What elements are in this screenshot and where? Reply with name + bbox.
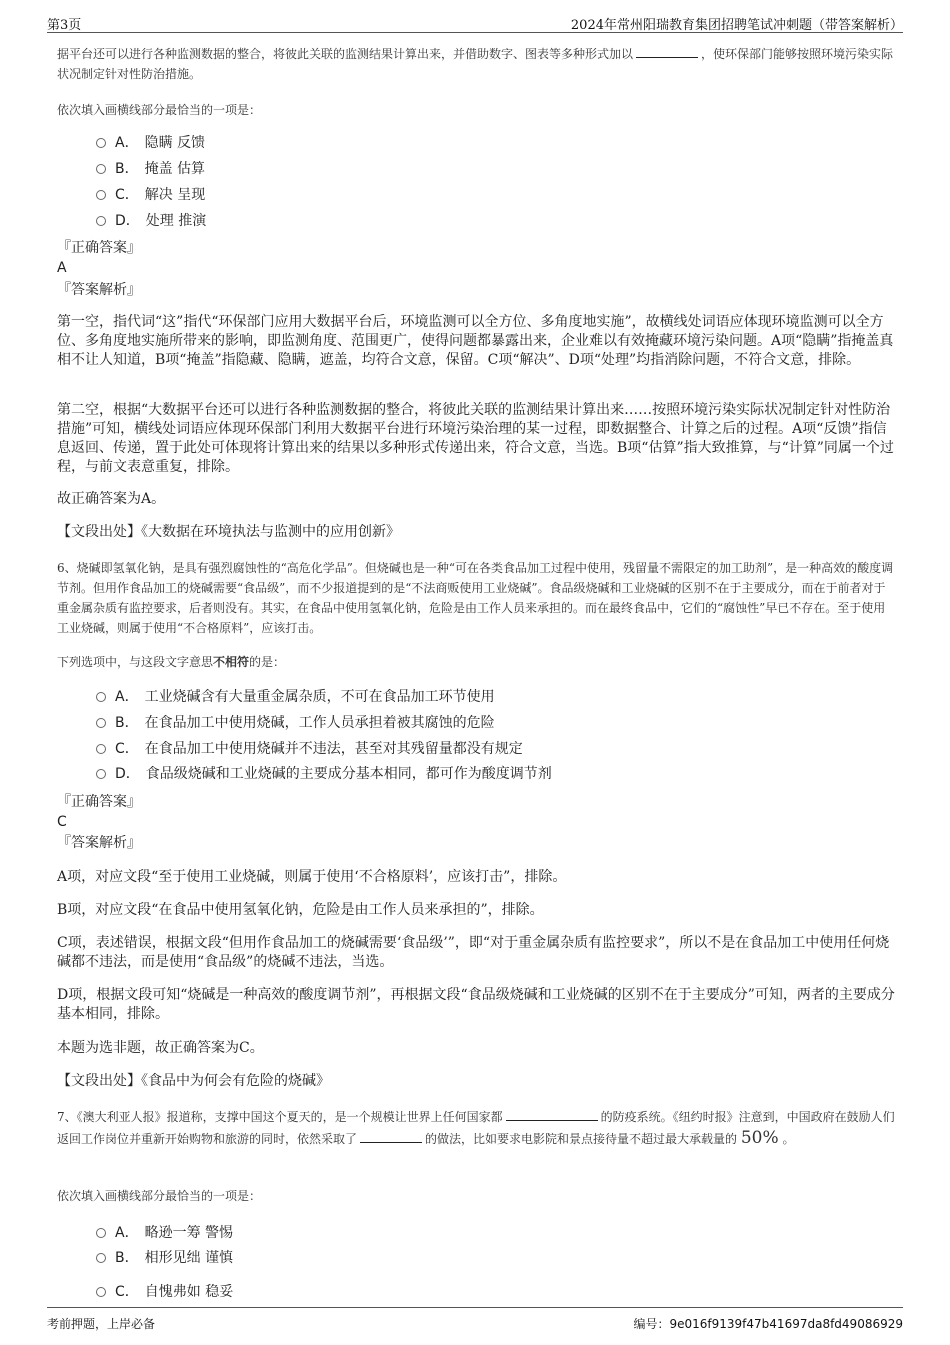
q7-prompt: 依次填入画横线部分最恰当的一项是：	[57, 1189, 262, 1203]
q5-option-a[interactable]: A． 隐瞒 反馈	[96, 133, 205, 153]
q5-prompt: 依次填入画横线部分最恰当的一项是：	[57, 103, 262, 117]
q7-stem: 7、《澳大利亚人报》报道称，支撑中国这个夏天的，是一个规模让世界上任何国家都 的防疫系统。《纽约时报》注意到，中国政府在鼓励人们返回工作岗位并重新开始购物和旅游的同时，依然采取了 的做法，比如要求电影院和景点接待量不超过最大承载量的 50% 。	[57, 1110, 895, 1148]
page-number: 第3页	[47, 18, 82, 33]
q6-analysis-c: C项，表述错误，根据文段“但用作食品加工的烧碱需要‘食品级’”，即“对于重金属杂质有监控要求”，所以不是在食品加工中使用任何烧碱都不违法，而是使用“食品级”的烧碱不违法，当选。	[57, 935, 890, 970]
q7-option-b[interactable]: B． 相形见绌 谨慎	[96, 1248, 233, 1268]
page-header	[47, 10, 903, 33]
q6-option-b[interactable]: B． 在食品加工中使用烧碱，工作人员承担着被其腐蚀的危险	[96, 713, 495, 733]
q6-prompt: 下列选项中，与这段文字意思不相符的是：	[57, 655, 286, 669]
radio-icon	[96, 1228, 106, 1238]
blank-line	[360, 1130, 422, 1143]
q5-answer-label: 『正确答案』	[57, 240, 141, 256]
radio-icon	[96, 1287, 106, 1297]
radio-icon	[96, 692, 106, 702]
q6-answer: C	[57, 814, 67, 830]
radio-icon	[96, 1253, 106, 1263]
q6-analysis-conclusion: 本题为选非题，故正确答案为C。	[57, 1040, 264, 1056]
document-title: 2024年常州阳瑞教育集团招聘笔试冲刺题（带答案解析）	[570, 18, 903, 33]
footer-slogan: 考前押题，上岸必备	[47, 1317, 156, 1331]
q5-option-c[interactable]: C． 解决 呈现	[96, 185, 205, 205]
radio-icon	[96, 164, 106, 174]
q5-intro: 据平台还可以进行各种监测数据的整合，将彼此关联的监测结果计算出来，并借助数字、图表等多种形式加以 ，使环保部门能够按照环境污染实际状况制定针对性防治措施。	[57, 47, 894, 81]
footer-serial: 编号：9e016f9139f47b41697da8fd49086929	[633, 1317, 903, 1331]
q6-answer-label: 『正确答案』	[57, 794, 141, 810]
radio-icon	[96, 769, 106, 779]
q6-analysis-label: 『答案解析』	[57, 835, 141, 851]
radio-icon	[96, 718, 106, 728]
radio-icon	[96, 190, 106, 200]
q6-option-d[interactable]: D． 食品级烧碱和工业烧碱的主要成分基本相同，都可作为酸度调节剂	[96, 764, 552, 784]
q5-source: 【文段出处】《大数据在环境执法与监测中的应用创新》	[57, 524, 400, 540]
radio-icon	[96, 744, 106, 754]
q5-option-b[interactable]: B． 掩盖 估算	[96, 159, 205, 179]
q5-answer: A	[57, 260, 67, 276]
q7-option-a[interactable]: A． 略逊一筹 警惕	[96, 1223, 233, 1243]
q5-option-d[interactable]: D． 处理 推演	[96, 211, 206, 231]
q6-analysis-b: B项，对应文段“在食品中使用氢氧化钠，危险是由工作人员来承担的”，排除。	[57, 902, 544, 918]
q6-analysis-a: A项，对应文段“至于使用工业烧碱，则属于使用‘不合格原料’，应该打击”，排除。	[57, 869, 567, 885]
q6-option-c[interactable]: C． 在食品加工中使用烧碱并不违法，甚至对其残留量都没有规定	[96, 739, 523, 759]
blank-line	[506, 1108, 598, 1121]
blank-line	[636, 45, 698, 58]
q5-analysis-label: 『答案解析』	[57, 282, 141, 298]
q5-analysis-3: 故正确答案为A。	[57, 491, 166, 507]
radio-icon	[96, 138, 106, 148]
q5-analysis-1: 第一空，指代词“这”指代“环保部门应用大数据平台后，环境监测可以全方位、多角度地实施”，故横线处词语应体现环境监测可以全方位、多角度地实施所带来的影响，即监测角度、范围更广，使得问题都暴露出来，企业难以有效掩藏环境污染问题。A项“隐瞒”指掩盖真相不让人知道，B项“掩盖”指隐藏、隐瞒，遮盖，均符合文意，保留。C项“解决”、D项“处理”均指消除问题，不符合文意，排除。	[57, 314, 894, 368]
q5-analysis-2: 第二空，根据“大数据平台还可以进行各种监测数据的整合，将彼此关联的监测结果计算出来……按照环境污染实际状况制定针对性防治措施”可知，横线处词语应体现环保部门利用大数据平台进行环境污染治理的某一过程，即数据整合、计算之后的过程。A项“反馈”指信息返回、传递，置于此处可体现将计算出来的结果以多种形式传递出来，符合文意，当选。B项“估算”指大致推算，与“计算”同属一个过程，与前文表意重复，排除。	[57, 402, 894, 475]
radio-icon	[96, 216, 106, 226]
q6-stem: 6、烧碱即氢氧化钠，是具有强烈腐蚀性的“高危化学品”。但烧碱也是一种“可在各类食品加工过程中使用，残留量不需限定的加工助剂”，是一种高效的酸度调节剂。但用作食品加工的烧碱需要“食品级”，而不少报道提到的是“不法商贩使用工业烧碱”。食品级烧碱和工业烧碱的区别不在于主要成分，而在于前者对于重金属杂质有监控要求，后者则没有。其实，在食品中使用氢氧化钠，危险是由工作人员来承担的。而在最终食品中，它们的“腐蚀性”早已不存在。至于使用工业烧碱，则属于使用“不合格原料”，应该打击。	[57, 561, 894, 635]
q7-option-c[interactable]: C． 自愧弗如 稳妥	[96, 1282, 233, 1302]
q6-analysis-d: D项，根据文段可知“烧碱是一种高效的酸度调节剂”，再根据文段“食品级烧碱和工业烧碱的区别不在于主要成分”可知，两者的主要成分基本相同，排除。	[57, 987, 895, 1022]
q6-option-a[interactable]: A． 工业烧碱含有大量重金属杂质，不可在食品加工环节使用	[96, 687, 495, 707]
q6-source: 【文段出处】《食品中为何会有危险的烧碱》	[57, 1073, 330, 1089]
page-footer	[47, 1307, 903, 1336]
